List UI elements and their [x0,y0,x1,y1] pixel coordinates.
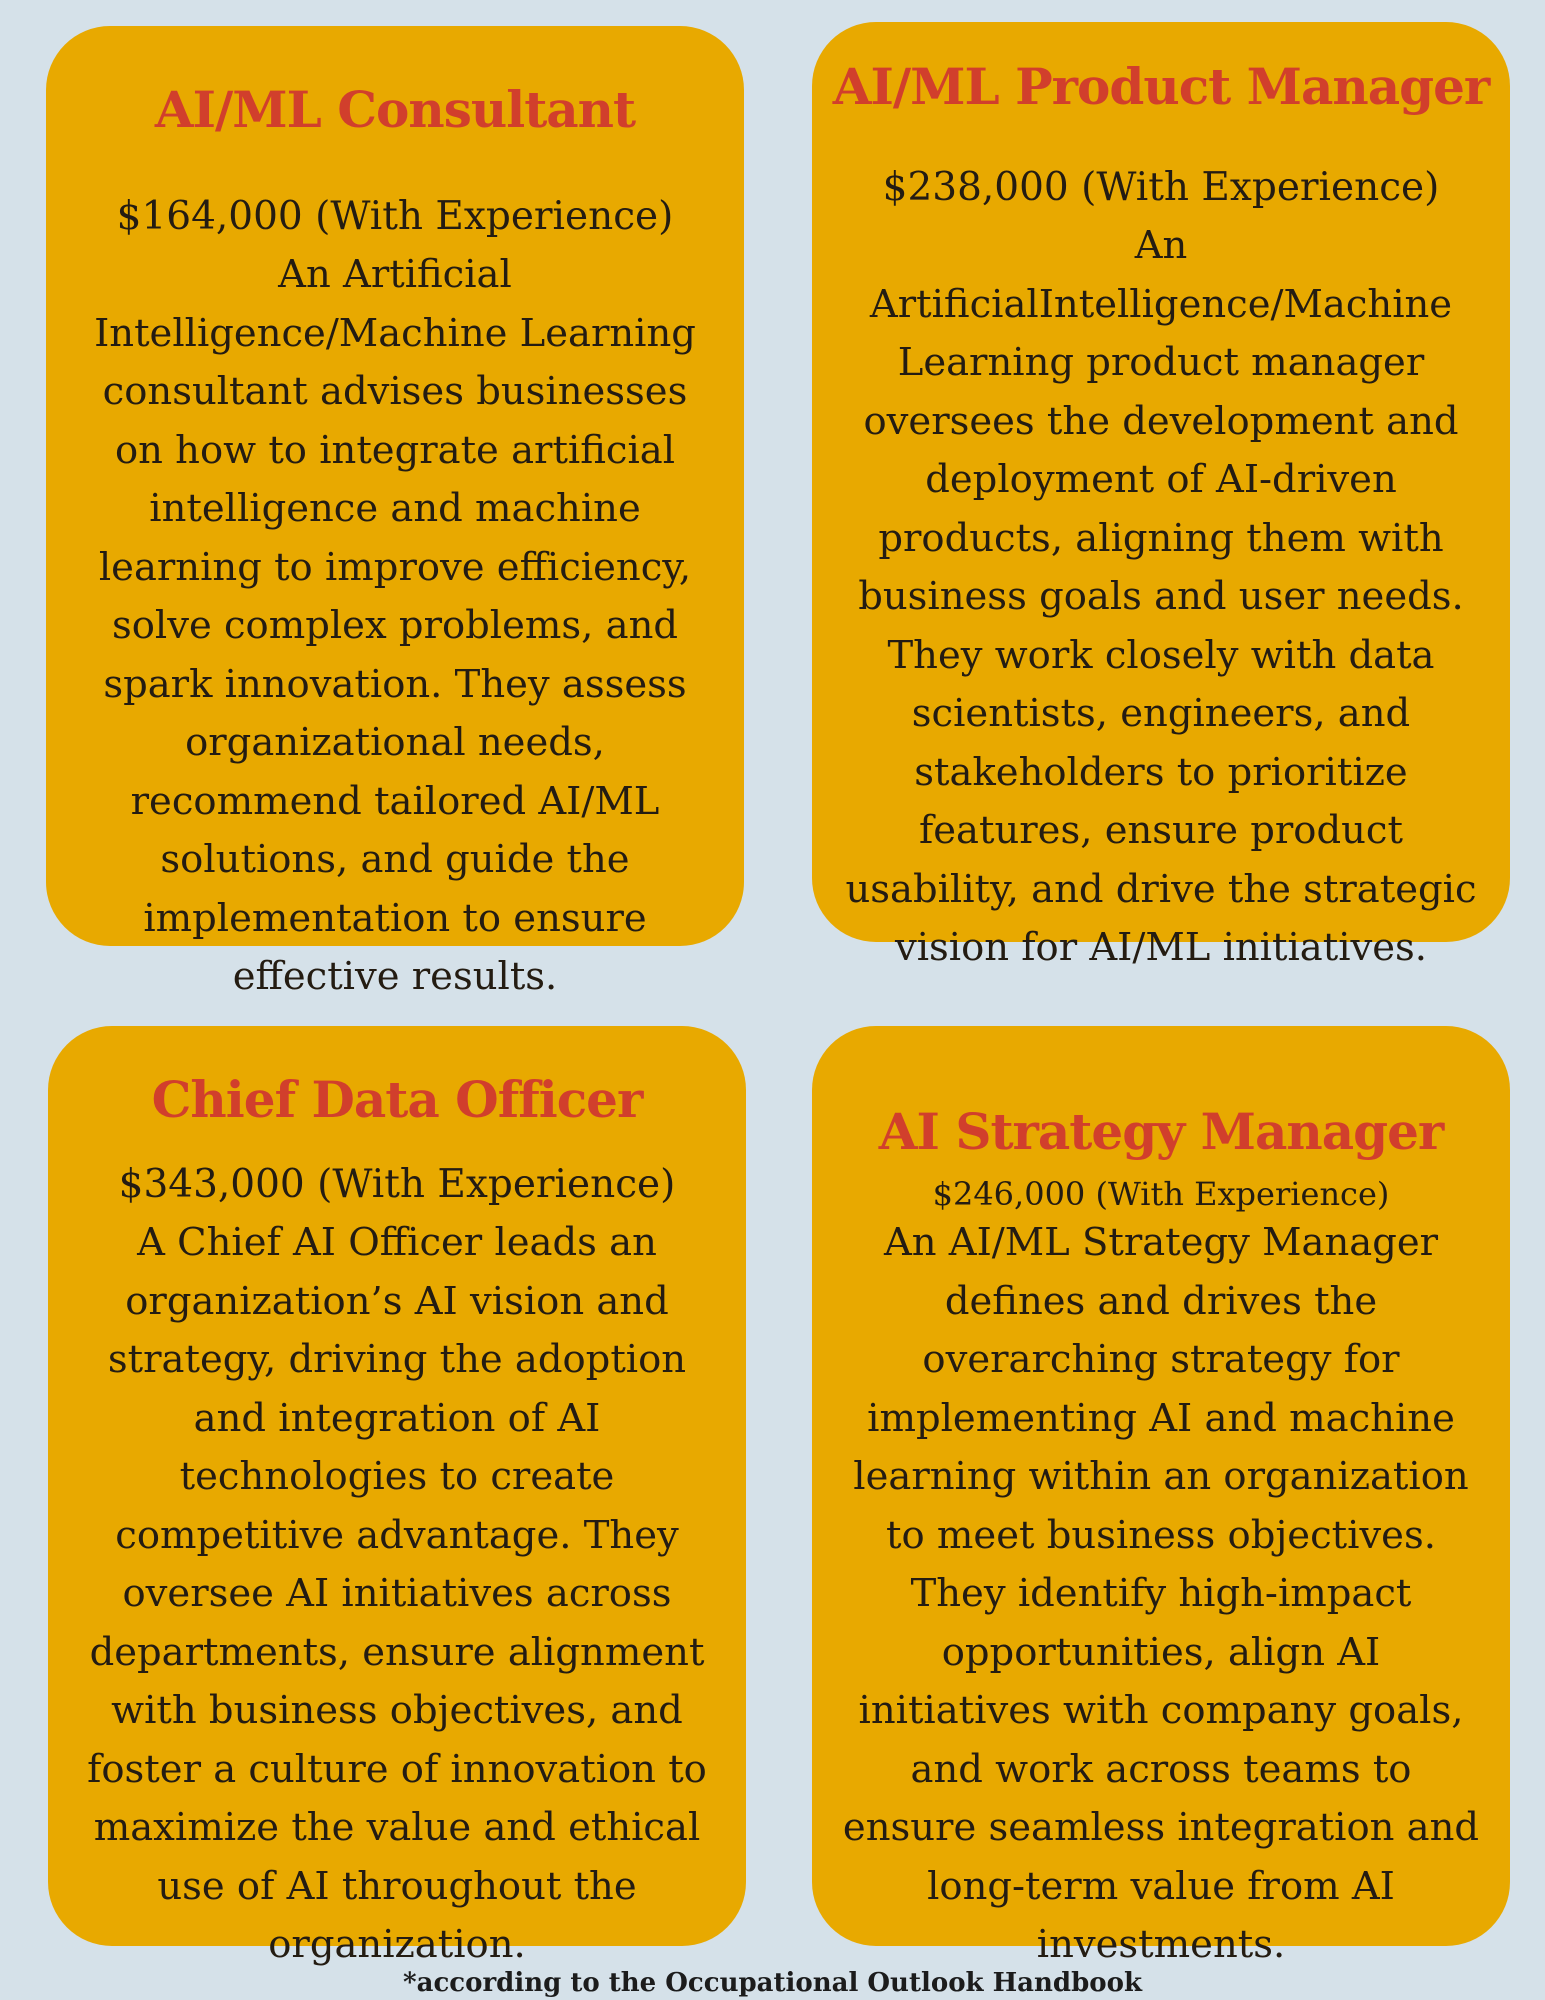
card-description: An Artificial Intelligence/Machine Learning consultant advises businesses on how to integrate artificial intelligence and machine learning to improve efficiency, solve complex problems, and spark innovation. They assess organizational needs, recommend tailored AI/ML solutions, and guide the implementation to ensure effective results. [94,252,696,999]
job-card-ai-strategy-manager [812,1026,1510,1967]
card-salary: $238,000 (With Experience) [882,165,1440,210]
card-description: A Chief AI Officer leads an organization’s AI vision and strategy, driving the adoption and integration of AI technologies to create competitive advantage. They oversee AI initiatives across departments, ensure alignment with business objectives, and foster a culture of innovation to maximize the value and ethical use of AI throughout the organization. [87,1220,707,1967]
card-title: Chief Data Officer [151,1070,643,1129]
card-salary: $246,000 (With Experience) [932,1175,1390,1213]
job-card-ai-ml-consultant [46,26,744,999]
card-title: AI/ML Product Manager [832,57,1490,116]
job-card-chief-data-officer [48,1026,746,1967]
card-salary: $343,000 (With Experience) [118,1162,676,1207]
card-title: AI/ML Consultant [154,80,636,139]
source-footnote: *according to the Occupational Outlook Handbook [403,1968,1142,1998]
card-title: AI Strategy Manager [878,1102,1444,1161]
card-salary: $164,000 (With Experience) [116,194,674,239]
job-card-ai-ml-product-manager [812,22,1510,970]
card-description: An ArtificialIntelligence/Machine Learning product manager oversees the development and deployment of AI-driven products, aligning them with business goals and user needs. They work closely with data scientists, engineers, and stakeholders to prioritize features, ensure product usability, and drive the strategic vision for AI/ML initiatives. [845,223,1477,970]
card-description: An AI/ML Strategy Manager defines and drives the overarching strategy for implementing AI and machine learning within an organization to meet business objectives. They identify high-impact opportunities, align AI initiatives with company goals, and work across teams to ensure seamless integration and long-term value from AI investments. [842,1220,1480,1967]
